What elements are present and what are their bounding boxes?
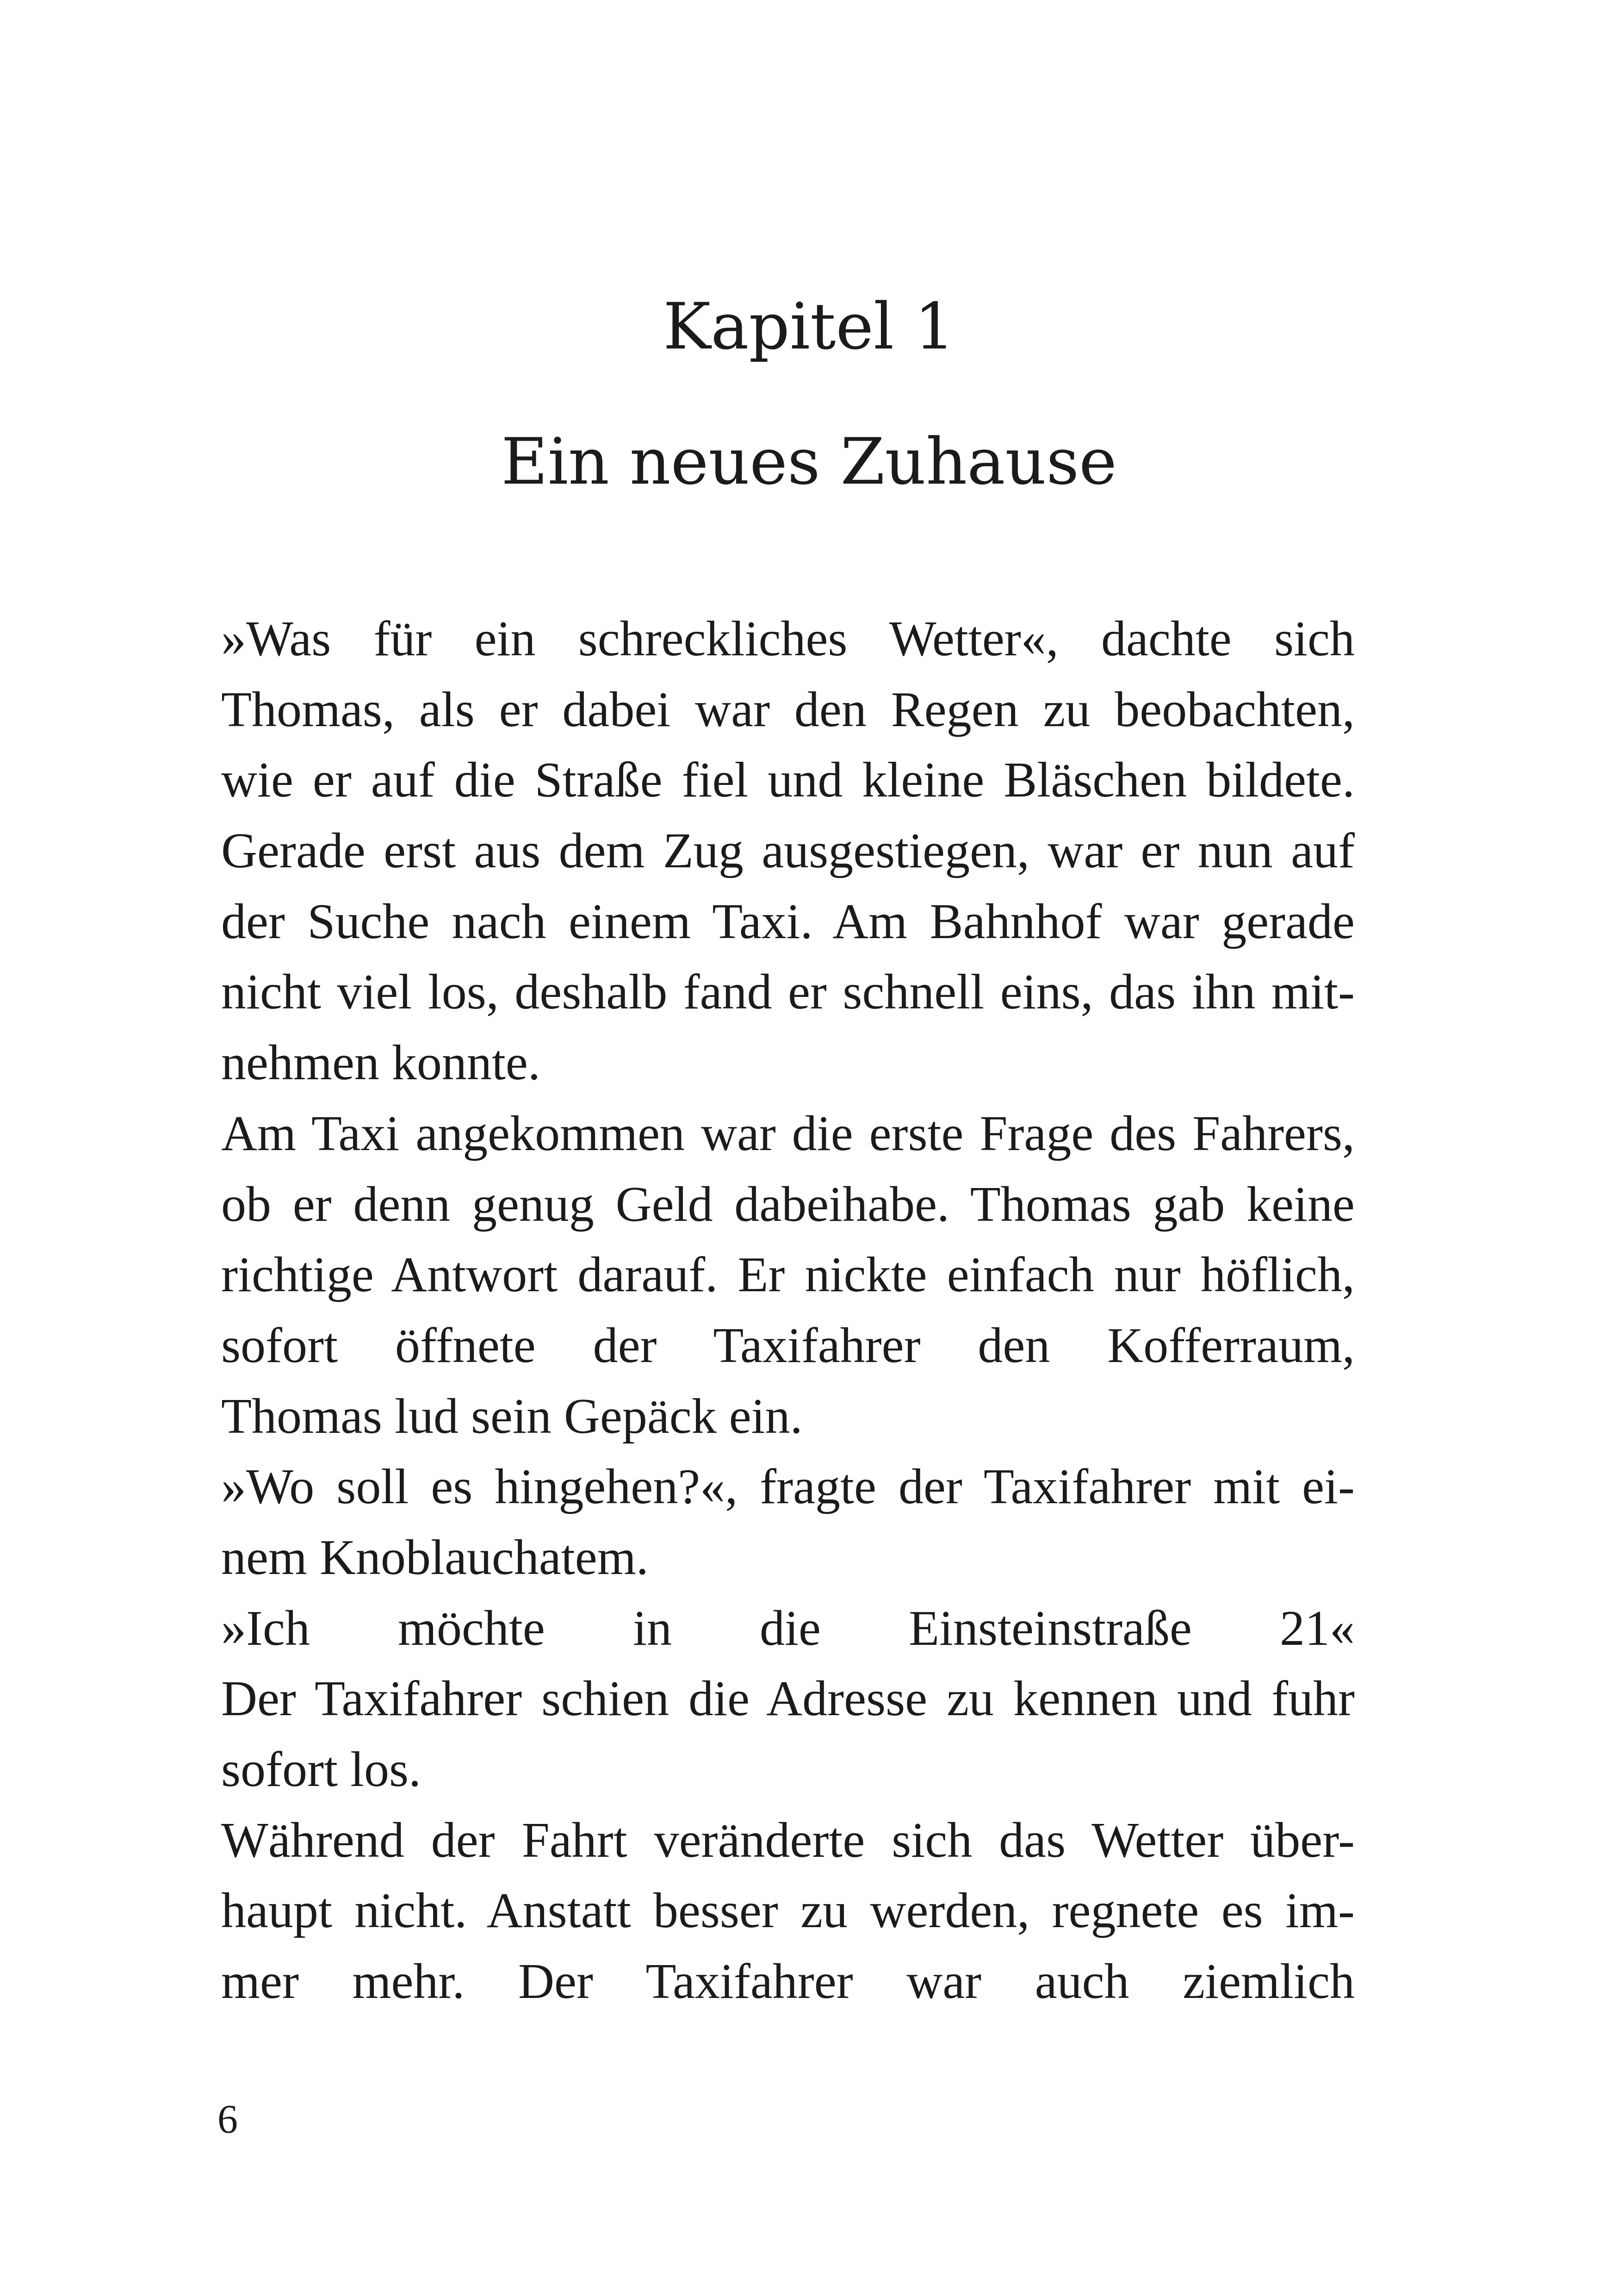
text-line: sofort öffnete der Taxifahrer den Kofferraum, [221, 1318, 1355, 1373]
text-line: Am Taxi angekommen war die erste Frage des Fahrers, [221, 1106, 1355, 1161]
text-line: »Wo soll es hingehen?«, fragte der Taxifahrer mit ei- [221, 1459, 1355, 1515]
text-line: »Was für ein schreckliches Wetter«, dachte sich [221, 611, 1355, 666]
body-text [221, 604, 1355, 2017]
chapter-number: Kapitel 1 [663, 289, 955, 364]
text-line: haupt nicht. Anstatt besser zu werden, regnete es im- [221, 1883, 1355, 1939]
text-line: Gerade erst aus dem Zug ausgestiegen, war er nun auf [221, 823, 1355, 879]
text-line: wie er auf die Straße fiel und kleine Bläschen bildete. [221, 753, 1355, 808]
text-line: richtige Antwort darauf. Er nickte einfach nur höflich, [221, 1247, 1355, 1303]
page-number: 6 [217, 2097, 238, 2142]
text-line: sofort los. [221, 1742, 421, 1797]
text-line: Thomas, als er dabei war den Regen zu beobachten, [221, 682, 1355, 737]
text-line: nehmen konnte. [221, 1035, 540, 1091]
text-line: Während der Fahrt veränderte sich das Wetter über- [221, 1812, 1355, 1868]
text-line: der Suche nach einem Taxi. Am Bahnhof war gerade [221, 894, 1355, 949]
text-line: »Ich möchte in die Einsteinstraße 21« [221, 1600, 1355, 1656]
chapter-heading [0, 259, 1618, 529]
text-line: Thomas lud sein Gepäck ein. [221, 1388, 803, 1444]
text-line: mer mehr. Der Taxifahrer war auch ziemlich [221, 1954, 1355, 2010]
text-line: ob er denn genug Geld dabeihabe. Thomas gab keine [221, 1176, 1355, 1232]
text-line: nem Knoblauchatem. [221, 1530, 649, 1585]
chapter-title: Ein neues Zuhause [501, 424, 1117, 499]
text-line: Der Taxifahrer schien die Adresse zu kennen und fuhr [221, 1671, 1355, 1727]
text-line: nicht viel los, deshalb fand er schnell eins, das ihn mit- [221, 964, 1355, 1020]
